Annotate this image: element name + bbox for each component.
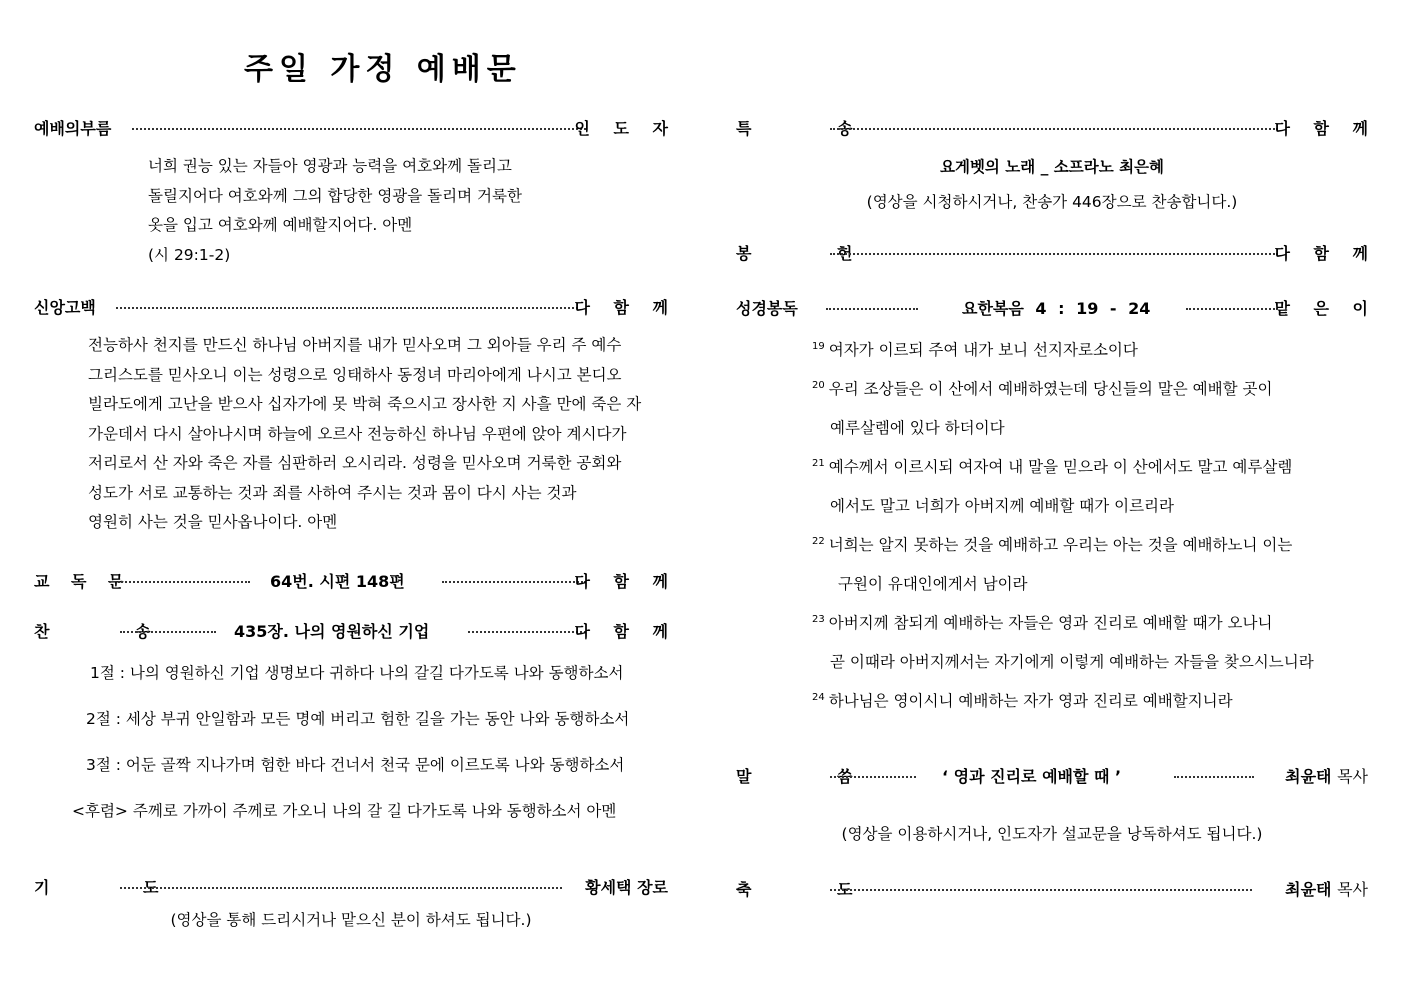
text-line: 옷을 입고 여호와께 예배할지어다. 아멘 [148,216,413,234]
benediction-header [736,877,1368,901]
prayer-label: 기 도 [34,878,203,897]
sermon-note: (영상을 이용하시거나, 인도자가 설교문을 낭독하셔도 됩니다.) [841,825,1263,843]
speaker-name: 최윤태 [1285,767,1332,786]
special-music-label: 특 송 [736,119,893,138]
verse-number: 19 [812,341,825,352]
verse-22-cont: 구원이 유대인에게서 남이라 [838,575,1028,593]
offering-label: 봉 헌 [736,244,893,263]
hymn-header [34,619,677,643]
creed-text [88,331,641,538]
hymn-title: 435장. 나의 영원하신 기업 [234,622,430,641]
special-music-note: (영상을 시청하시거나, 찬송가 446장으로 찬송합니다.) [866,193,1238,211]
verse-21 [812,455,1292,477]
call-to-worship-header [34,116,677,140]
speaker-name: 최윤태 [1285,880,1332,899]
text-line: 성도가 서로 교통하는 것과 죄를 사하여 주시는 것과 몸이 다시 사는 것과 [88,483,577,502]
verse-text: 하나님은 영이시니 예배하는 자가 영과 진리로 예배할지니라 [828,692,1233,710]
verse-text: 여자가 이르되 주여 내가 보니 선지자로소이다 [828,341,1138,359]
hymn-verse-2: 2절 : 세상 부귀 안일함과 모든 명예 버리고 험한 길을 가는 동안 나와 동행하소서 [86,710,630,728]
dotted-leader [120,631,216,633]
verse-text: 아버지께 참되게 예배하는 자들은 영과 진리로 예배할 때가 오나니 [828,614,1273,632]
text-line: 저리로서 산 자와 죽은 자를 심판하러 오시리라. 성령을 믿사오며 거룩한 공회와 [88,454,622,472]
dotted-leader [132,128,586,130]
text-line: 그리스도를 믿사오니 이는 성령으로 잉태하사 동정녀 마리아에게 나시고 본디오 [88,365,622,384]
verse-22 [812,533,1292,555]
prayer-leader: 황세택 장로 [585,878,668,897]
speaker-title: 목사 [1337,880,1368,899]
creed-header [34,295,677,319]
responsive-reading-header [34,569,677,593]
scripture-reading-label: 성경봉독 [736,299,798,318]
sermon-header [736,764,1368,788]
responsive-reading-label: 교 독 문 [34,572,132,591]
dotted-leader [116,307,578,309]
verse-23-cont: 곧 이때라 아버지께서는 자기에게 이렇게 예배하는 자들을 찾으시느니라 [830,653,1314,671]
verse-number: 24 [812,692,825,703]
responsive-reading-leader: 다 함 께 [574,572,677,591]
dotted-leader [468,631,586,633]
offering-header [736,241,1377,265]
scripture-reading-passage: 요한복음 4 : 19 - 24 [962,299,1151,318]
verse-text: 우리 조상들은 이 산에서 예배하였는데 당신들의 말은 예배할 곳이 [828,380,1273,398]
verse-23 [812,611,1272,633]
verse-text: 너희는 알지 못하는 것을 예배하고 우리는 아는 것을 예배하노니 이는 [828,536,1293,554]
verse-number: 22 [812,536,825,547]
dotted-leader [830,128,1278,130]
prayer-note: (영상을 통해 드리시거나 맡으신 분이 하셔도 됩니다.) [170,911,532,929]
page-title: 주일 가정 예배문 [244,52,522,87]
dotted-leader [830,253,1278,255]
dotted-leader [826,308,918,310]
scripture-reading-leader: 맡 은 이 [1274,299,1377,318]
text-line: 영원히 사는 것을 믿사옵나이다. 아멘 [88,513,338,531]
hymn-verse-1: 1절 : 나의 영원하신 기업 생명보다 귀하다 나의 갈길 다가도록 나와 동행하소서 [90,664,624,682]
special-music-leader: 다 함 께 [1274,119,1377,138]
sermon-label: 말 씀 [736,767,893,786]
creed-leader: 다 함 께 [574,298,677,317]
responsive-reading-title: 64번. 시편 148편 [270,572,405,591]
dotted-leader [1174,776,1254,778]
hymn-refrain: <후렴> 주께로 가까이 주께로 가오니 나의 갈 길 다가도록 나와 동행하소서 아멘 [72,802,617,820]
dotted-leader [830,889,1252,891]
dotted-leader [1186,308,1278,310]
dotted-leader [442,581,586,583]
dotted-leader [118,581,250,583]
benediction-speaker [1285,877,1368,900]
offering-leader: 다 함 께 [1274,244,1377,263]
verse-20 [812,377,1272,399]
hymn-label: 찬 송 [34,622,191,641]
text-line: 너희 권능 있는 자들아 영광과 능력을 여호와께 돌리고 [148,157,512,175]
text-line: 빌라도에게 고난을 받으사 십자가에 못 박혀 죽으시고 장사한 지 사흘 만에 죽은 자 [88,395,642,413]
creed-label: 신앙고백 [34,298,96,317]
verse-number: 20 [812,380,825,391]
dotted-leader [830,776,916,778]
hymn-leader: 다 함 께 [574,622,677,641]
special-music-header [736,116,1377,140]
verse-number: 23 [812,614,825,625]
verse-number: 21 [812,458,825,469]
verse-24 [812,689,1233,711]
scripture-reading-header [736,296,1377,320]
speaker-title: 목사 [1337,767,1368,786]
hymn-verse-3: 3절 : 어둔 골짝 지나가며 험한 바다 건너서 천국 문에 이르도록 나와 동행하소서 [86,756,625,774]
text-line: 전능하사 천지를 만드신 하나님 아버지를 내가 믿사오며 그 외아들 우리 주 예수 [88,336,622,354]
text-line: 가운데서 다시 살아나시며 하늘에 오르사 전능하신 하나님 우편에 앉아 계시다가 [88,424,627,443]
call-to-worship-leader: 인 도 자 [574,119,677,138]
text-line: 돌릴지어다 여호와께 그의 합당한 영광을 돌리며 거룩한 [148,186,522,205]
verse-21-cont: 에서도 말고 너희가 아버지께 예배할 때가 이르리라 [830,497,1174,515]
dotted-leader [120,887,562,889]
verse-text: 예수께서 이르시되 여자여 내 말을 믿으라 이 산에서도 말고 예루살렘 [828,458,1293,476]
verse-20-cont: 예루살렘에 있다 하더이다 [830,419,1005,437]
benediction-label: 축 도 [736,880,893,899]
sermon-speaker [1285,764,1368,787]
scripture-reference: (시 29:1-2) [148,245,231,264]
call-to-worship-text [148,152,522,270]
prayer-header [34,875,668,899]
special-music-title: 요게벳의 노래 _ 소프라노 최은혜 [940,158,1164,176]
sermon-title: ‘ 영과 진리로 예배할 때 ’ [942,767,1122,786]
verse-19 [812,338,1138,360]
call-to-worship-label: 예배의부름 [34,119,112,138]
